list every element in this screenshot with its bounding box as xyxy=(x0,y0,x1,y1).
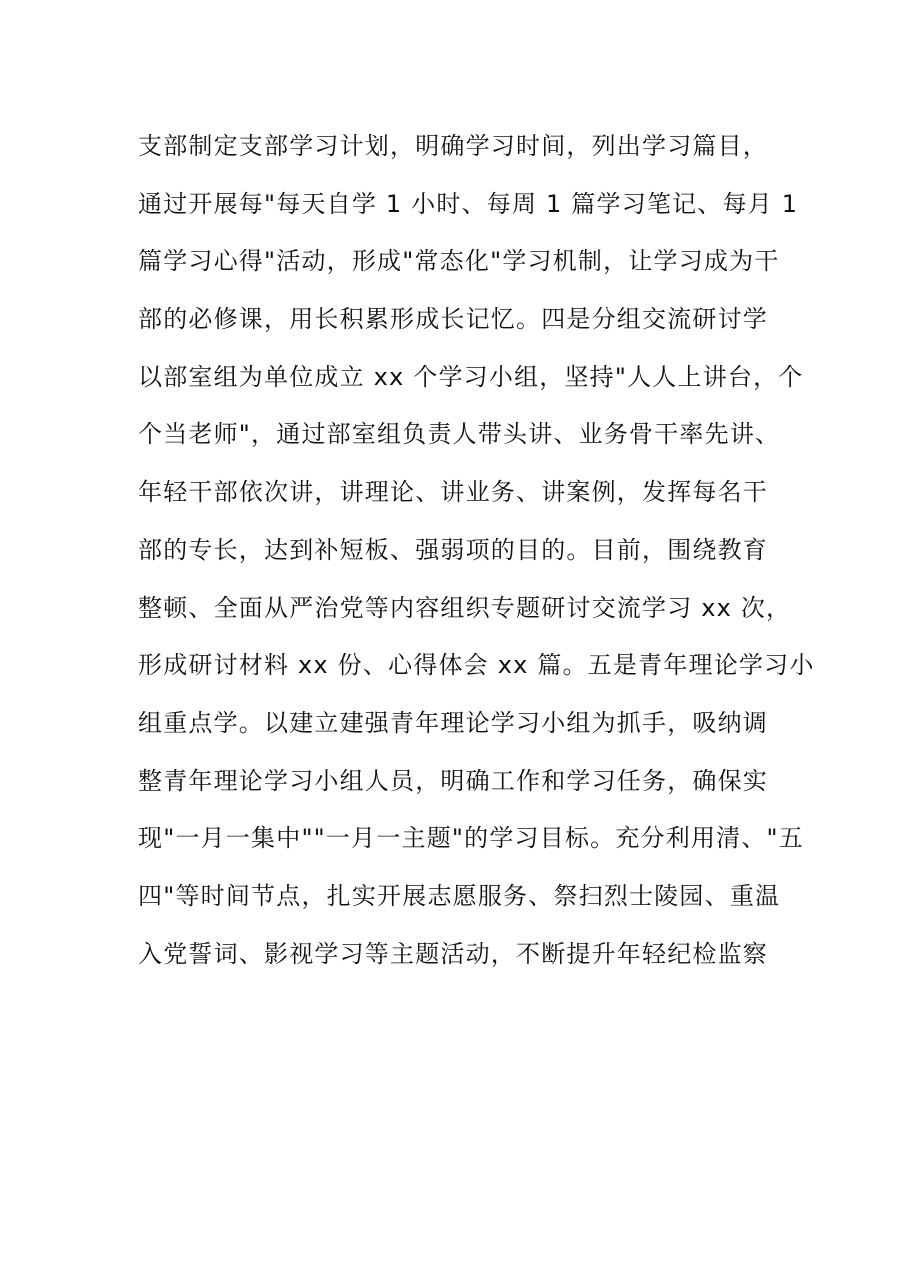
text-line: 个当老师"，通过部室组负责人带头讲、业务骨干率先讲、 xyxy=(138,420,781,449)
body-text xyxy=(138,118,815,983)
text-line: 以部室组为单位成立 xx 个学习小组，坚持"人人上讲台，个 xyxy=(138,362,804,391)
text-line: 现"一月一集中""一月一主题"的学习目标。充分利用清、"五 xyxy=(138,824,804,853)
text-line: 整顿、全面从严治党等内容组织专题研讨交流学习 xx 次， xyxy=(138,593,792,622)
text-line: 年轻干部依次讲，讲理论、讲业务、讲案例，发挥每名干 xyxy=(138,478,768,507)
text-line: 部的专长，达到补短板、强弱项的目的。目前，围绕教育 xyxy=(138,535,768,564)
text-line: 通过开展每"每天自学 1 小时、每周 1 篇学习笔记、每月 1 xyxy=(138,189,799,218)
text-line: 篇学习心得"活动，形成"常态化"学习机制，让学习成为干 xyxy=(138,247,780,276)
text-line: 四"等时间节点，扎实开展志愿服务、祭扫烈士陵园、重温 xyxy=(138,881,781,910)
text-line: 支部制定支部学习计划，明确学习时间，列出学习篇目， xyxy=(138,132,768,160)
text-line: 部的必修课，用长积累形成长记忆。四是分组交流研讨学 xyxy=(138,305,768,334)
text-line: 整青年理论学习小组人员，明确工作和学习任务，确保实 xyxy=(138,766,768,795)
text-line: 入党誓词、影视学习等主题活动，不断提升年轻纪检监察 xyxy=(138,939,768,968)
text-line: 组重点学。以建立建强青年理论学习小组为抓手，吸纳调 xyxy=(138,708,768,737)
text-line: 形成研讨材料 xx 份、心得体会 xx 篇。五是青年理论学习小 xyxy=(138,651,815,680)
